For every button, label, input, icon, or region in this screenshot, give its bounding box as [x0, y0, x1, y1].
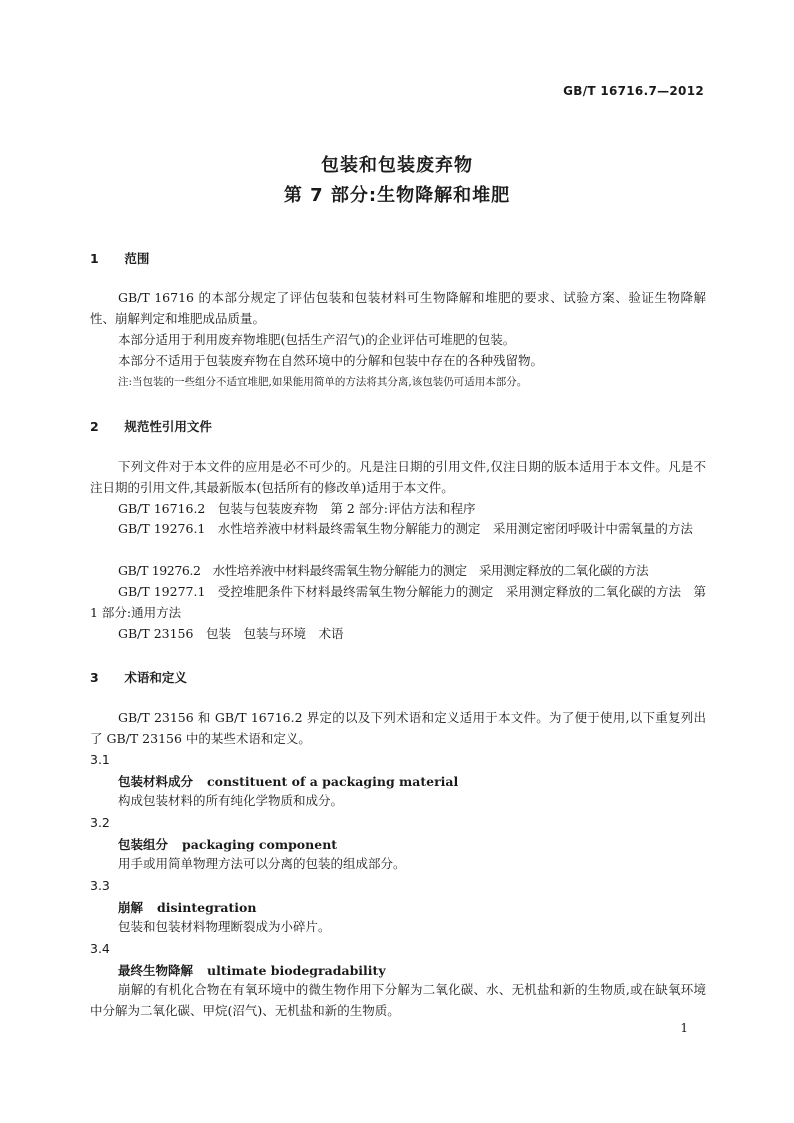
section-title: 规范性引用文件 [124, 419, 212, 434]
term-en: disintegration [157, 900, 257, 915]
term-definition: 包装和包装材料物理断裂成为小碎片。 [118, 919, 331, 934]
term-zh: 包装材料成分 [118, 774, 194, 789]
reference-3: GB/T 19276.2 水性培养液中材料最终需氧生物分解能力的测定 采用测定释放的二氧化碳的方法 [118, 563, 649, 578]
term-zh: 崩解 [118, 900, 144, 915]
scope-paragraph-1: GB/T 16716 的本部分规定了评估包装和包装材料可生物降解和堆肥的要求、试验方案、验证生物降解性、崩解判定和堆肥成品质量。 [90, 290, 706, 326]
section-2-heading [90, 417, 212, 435]
term-en: constituent of a packaging material [207, 774, 459, 789]
term-heading [118, 961, 386, 979]
section-number: 3 [90, 670, 99, 685]
title-line-2: 第 7 部分:生物降解和堆肥 [283, 185, 511, 206]
reference-2: GB/T 19276.1 水性培养液中材料最终需氧生物分解能力的测定 采用测定密闭呼吸计中需氧量的方法 [118, 521, 693, 536]
term-zh: 最终生物降解 [118, 963, 194, 978]
term-definition: 用手或用简单物理方法可以分离的包装的组成部分。 [118, 856, 406, 871]
section-number: 2 [90, 419, 99, 434]
scope-paragraph-3: 本部分不适用于包装废弃物在自然环境中的分解和包装中存在的各种残留物。 [118, 353, 544, 368]
clause-number: 3.2 [90, 815, 110, 830]
term-definition: 崩解的有机化合物在有氧环境中的微生物作用下分解为二氧化碳、水、无机盐和新的生物质,或在缺氧环境中分解为二氧化碳、甲烷(沼气)、无机盐和新的生物质。 [90, 982, 706, 1018]
section-title: 术语和定义 [124, 670, 187, 685]
term-en: ultimate biodegradability [207, 963, 386, 978]
reference-1: GB/T 16716.2 包装与包装废弃物 第 2 部分:评估方法和程序 [118, 501, 476, 516]
term-en: packaging component [182, 837, 338, 852]
section-title: 范围 [124, 251, 150, 266]
term-heading [118, 898, 256, 916]
scope-paragraph-2: 本部分适用于利用废弃物堆肥(包括生产沼气)的企业评估可堆肥的包装。 [118, 332, 516, 347]
term-zh: 包装组分 [118, 837, 169, 852]
title-line-1: 包装和包装废弃物 [321, 155, 473, 176]
page-number: 1 [680, 1021, 688, 1035]
clause-number: 3.4 [90, 941, 110, 956]
scope-note: 注:当包装的一些组分不适宜堆肥,如果能用简单的方法将其分离,该包装仍可适用本部分。 [118, 376, 528, 388]
clause-number: 3.3 [90, 878, 110, 893]
section-number: 1 [90, 251, 99, 266]
document-code: GB/T 16716.7—2012 [563, 84, 704, 98]
reference-4: GB/T 19277.1 受控堆肥条件下材料最终需氧生物分解能力的测定 采用测定释放的二氧化碳的方法 第 1 部分:通用方法 [90, 584, 706, 620]
term-definition: 构成包装材料的所有纯化学物质和成分。 [118, 793, 344, 808]
term-heading [118, 835, 337, 853]
clause-number: 3.1 [90, 752, 110, 767]
reference-5: GB/T 23156 包装 包装与环境 术语 [118, 626, 344, 641]
section-3-heading [90, 668, 187, 686]
section-1-heading [90, 249, 149, 267]
references-intro: 下列文件对于本文件的应用是必不可少的。凡是注日期的引用文件,仅注日期的版本适用于本文件。凡是不注日期的引用文件,其最新版本(包括所有的修改单)适用于本文件。 [90, 459, 706, 495]
terms-intro: GB/T 23156 和 GB/T 16716.2 界定的以及下列术语和定义适用于本文件。为了便于使用,以下重复列出了 GB/T 23156 中的某些术语和定义。 [90, 710, 706, 746]
term-heading [118, 772, 458, 790]
